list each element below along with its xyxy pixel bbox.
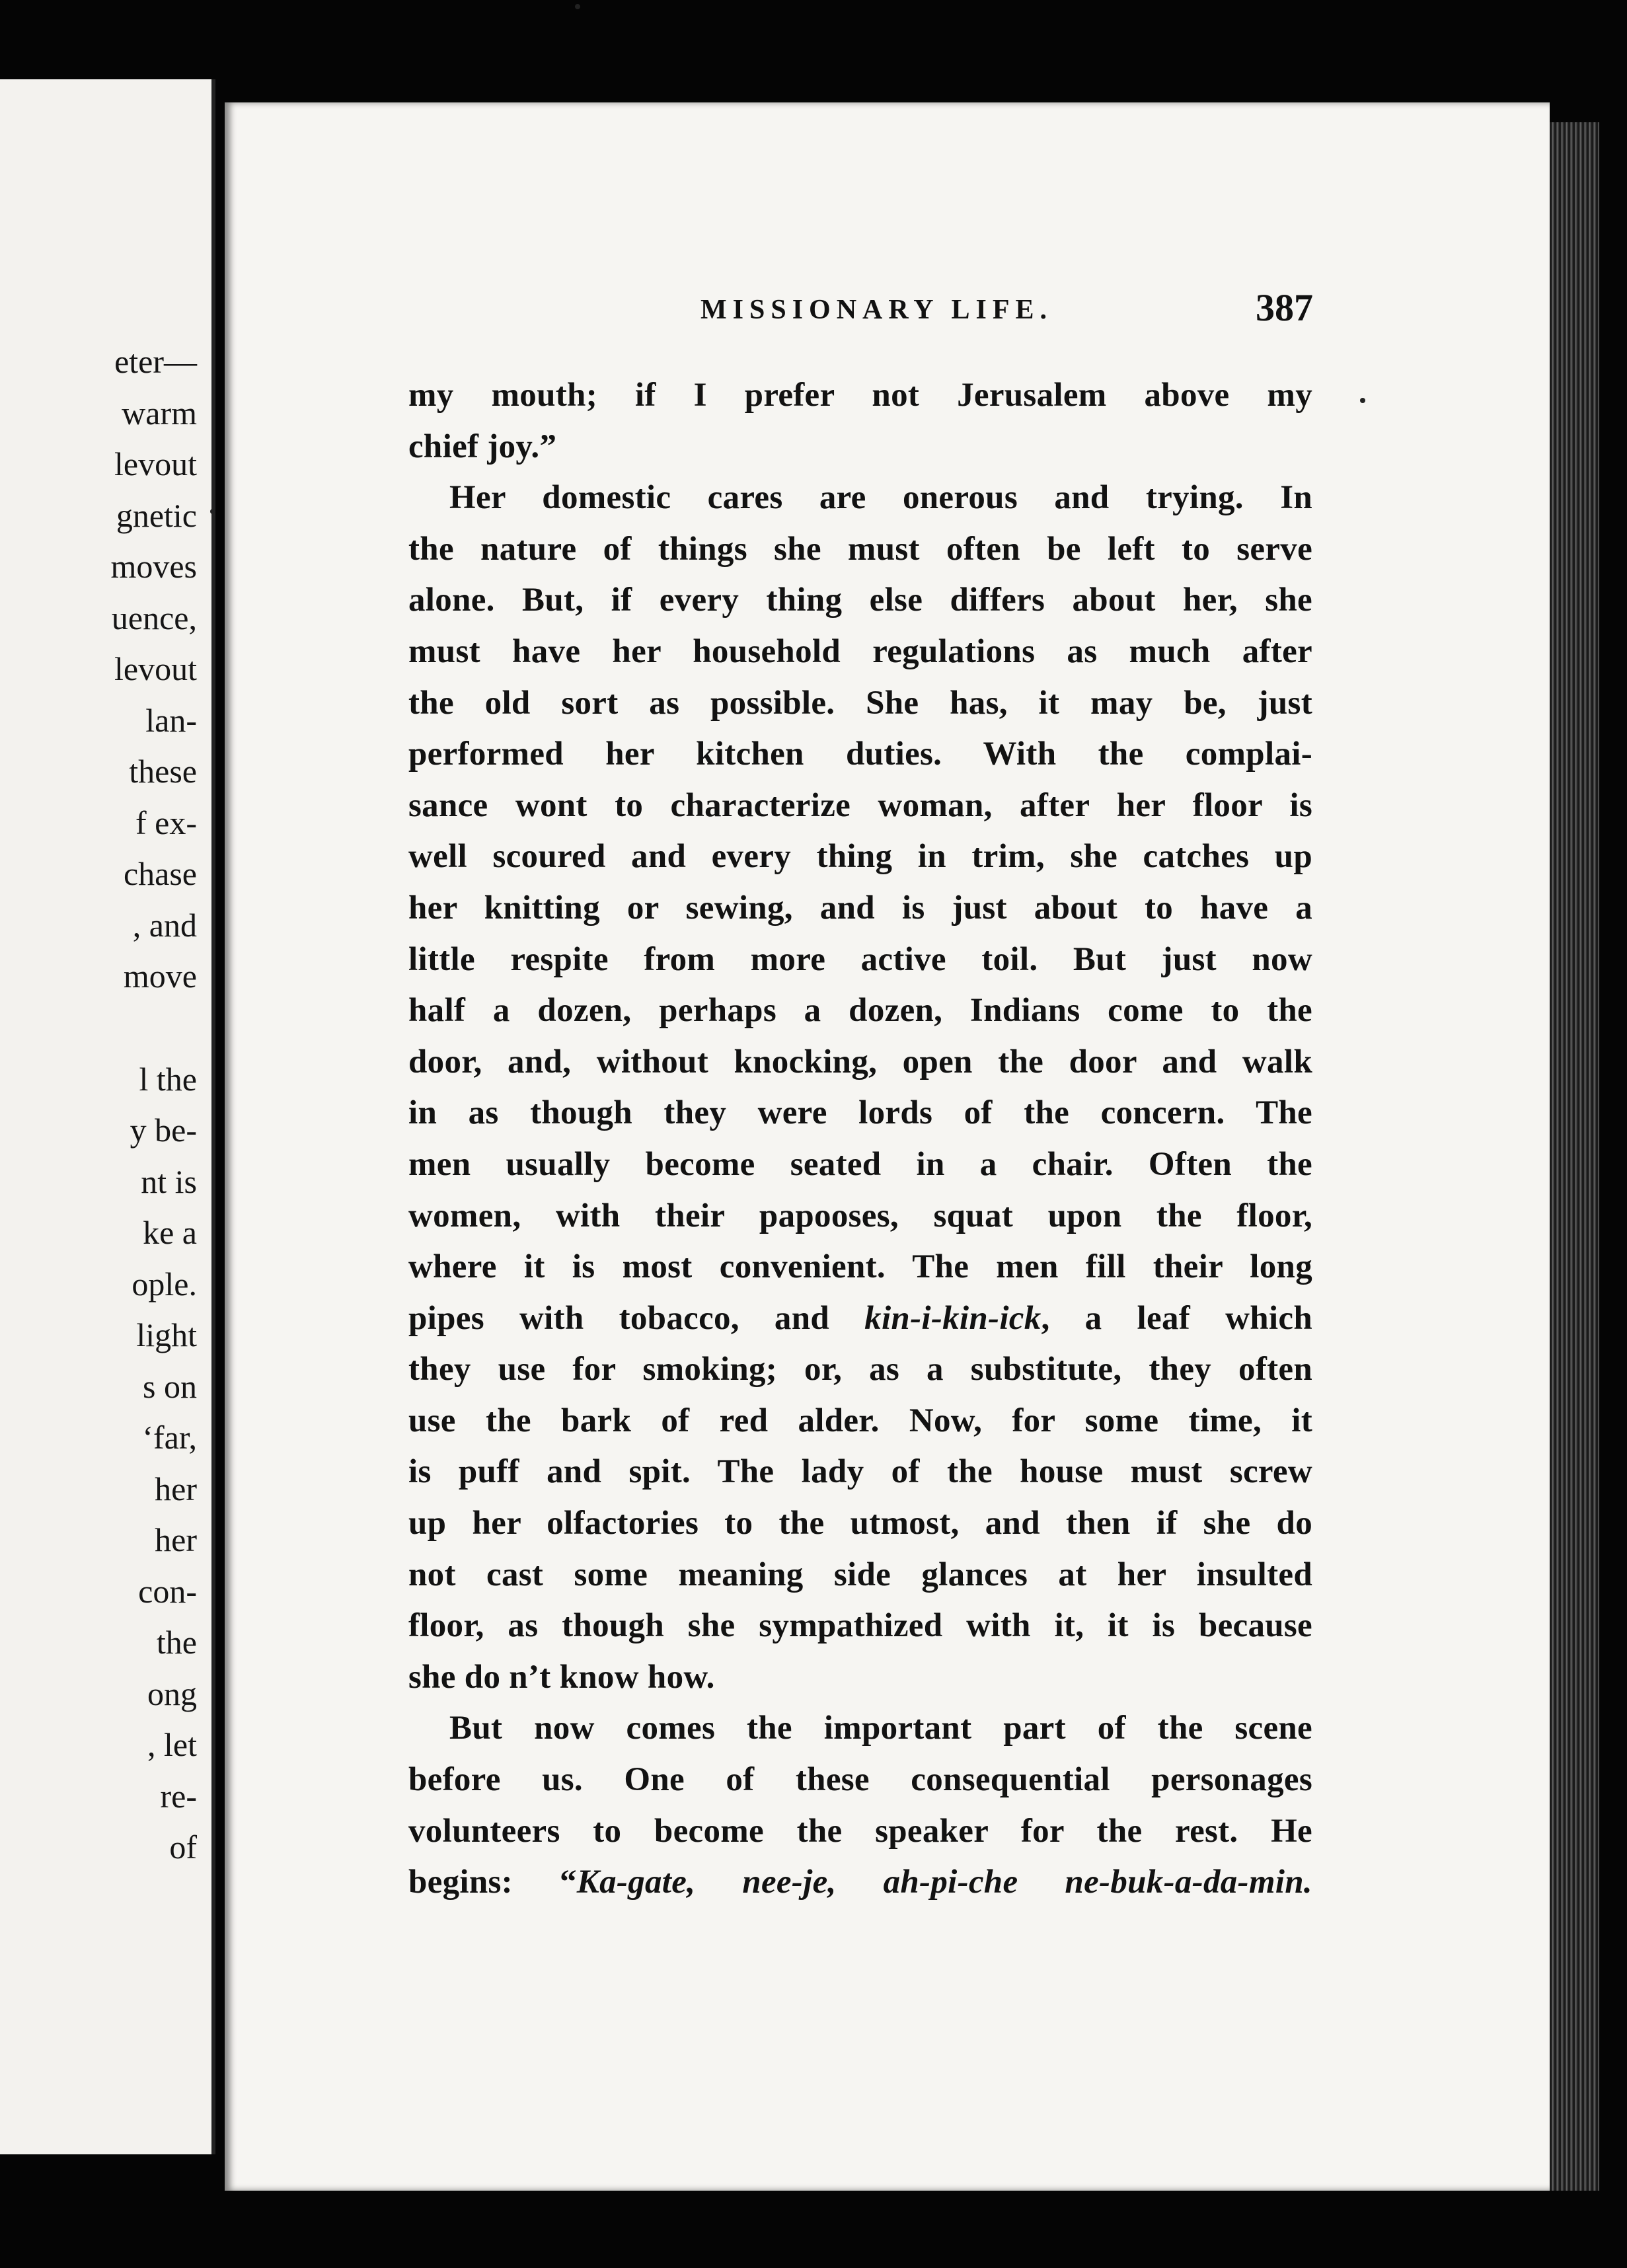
left-page-line: ong — [147, 1675, 197, 1712]
text-line — [408, 1293, 1312, 1345]
text-line: half a dozen, perhaps a dozen, Indians come to the — [408, 992, 1312, 1030]
text-line: she do n’t know how. — [408, 1658, 715, 1696]
page-number: 387 — [1256, 286, 1313, 329]
left-page-line: warm — [122, 395, 197, 432]
text-segment: begins: “ — [408, 1864, 577, 1901]
text-line: floor, as though she sympathized with it, it is because — [408, 1607, 1312, 1645]
text-line: men usually become seated in a chair. Often the — [408, 1145, 1312, 1183]
text-line: where it is most convenient. The men fill their long — [408, 1248, 1312, 1286]
left-page-line: , and — [132, 907, 197, 944]
left-page-line: ‘far, — [142, 1419, 197, 1456]
left-page-line: lan- — [145, 702, 197, 739]
text-line: But now comes the important part of the scene — [449, 1710, 1312, 1747]
left-page-line: eter— — [114, 343, 197, 380]
left-page-line: her — [155, 1521, 197, 1558]
text-line: well scoured and every thing in trim, she catches up — [408, 838, 1312, 876]
left-page-line: levout — [114, 650, 197, 687]
left-page-line: the — [156, 1624, 197, 1661]
scan-speck — [210, 509, 215, 514]
text-line: door, and, without knocking, open the door and walk — [408, 1043, 1312, 1080]
body-text — [408, 370, 1312, 1909]
text-line: women, with their papooses, squat upon the floor, — [408, 1197, 1312, 1234]
text-line: in as though they were lords of the concern. The — [408, 1094, 1312, 1132]
left-page-line: nt is — [141, 1163, 197, 1200]
text-line: is puff and spit. The lady of the house must screw — [408, 1453, 1312, 1491]
left-page-line: , let — [147, 1726, 197, 1763]
text-line: before us. One of these consequential personages — [408, 1761, 1312, 1799]
text-line: must have her household regulations as much after — [408, 632, 1312, 670]
left-page-line: light — [136, 1316, 197, 1353]
left-page-line: gnetic — [116, 497, 197, 534]
text-line: up her olfactories to the utmost, and then if she do — [408, 1505, 1312, 1542]
italic-term: kin-i-kin-ick — [864, 1299, 1041, 1337]
scan-speck — [575, 4, 580, 9]
left-page-line: y be- — [130, 1112, 197, 1149]
text-line: the nature of things she must often be left to serve — [408, 530, 1312, 568]
text-line: Her domestic cares are onerous and trying. In — [449, 479, 1312, 517]
left-page-line: moves — [110, 548, 197, 585]
running-head: MISSIONARY LIFE. — [700, 295, 1053, 325]
text-line: they use for smoking; or, as a substitute, they often — [408, 1351, 1312, 1388]
scan-speck — [1360, 398, 1365, 403]
text-line: use the bark of red alder. Now, for some time, it — [408, 1402, 1312, 1439]
text-line: the old sort as possible. She has, it may be, just — [408, 684, 1312, 722]
text-line: performed her kitchen duties. With the complai- — [408, 736, 1312, 773]
left-page-line: re- — [160, 1778, 197, 1815]
text-line: her knitting or sewing, and is just about to have a — [408, 889, 1312, 926]
left-page-fragment — [0, 79, 215, 2154]
text-segment: , a leaf which — [1041, 1299, 1312, 1337]
left-page-line: ke a — [143, 1214, 197, 1251]
text-line: my mouth; if I prefer not Jerusalem above my — [408, 377, 1312, 414]
left-page-line: ople. — [132, 1266, 197, 1303]
left-page-line: f ex- — [135, 804, 197, 841]
left-page-line: of — [169, 1829, 197, 1866]
left-page-line: move — [123, 958, 197, 995]
text-line: little respite from more active toil. But just now — [408, 940, 1312, 978]
text-line: alone. But, if every thing else differs about her, she — [408, 582, 1312, 619]
left-page-line: s on — [143, 1368, 197, 1405]
left-page-line: uence, — [111, 599, 197, 636]
text-line: not cast some meaning side glances at her insulted — [408, 1556, 1312, 1593]
text-line: chief joy.” — [408, 428, 557, 465]
left-page-line: her — [155, 1470, 197, 1507]
left-page-line: these — [129, 753, 197, 790]
left-page-line: l the — [139, 1061, 197, 1098]
text-line: sance wont to characterize woman, after her floor is — [408, 786, 1312, 824]
left-page-line: con- — [138, 1573, 197, 1610]
text-segment: pipes with tobacco, and — [408, 1299, 830, 1337]
text-line: volunteers to become the speaker for the rest. He — [408, 1812, 1312, 1850]
text-line — [408, 1857, 1312, 1909]
left-page-line: chase — [123, 855, 197, 892]
italic-quote: Ka-gate, nee-je, ah-pi-che ne-buk-a-da-min. — [576, 1864, 1312, 1901]
left-page-line: levout — [114, 445, 197, 482]
page-edge — [1550, 122, 1599, 2191]
